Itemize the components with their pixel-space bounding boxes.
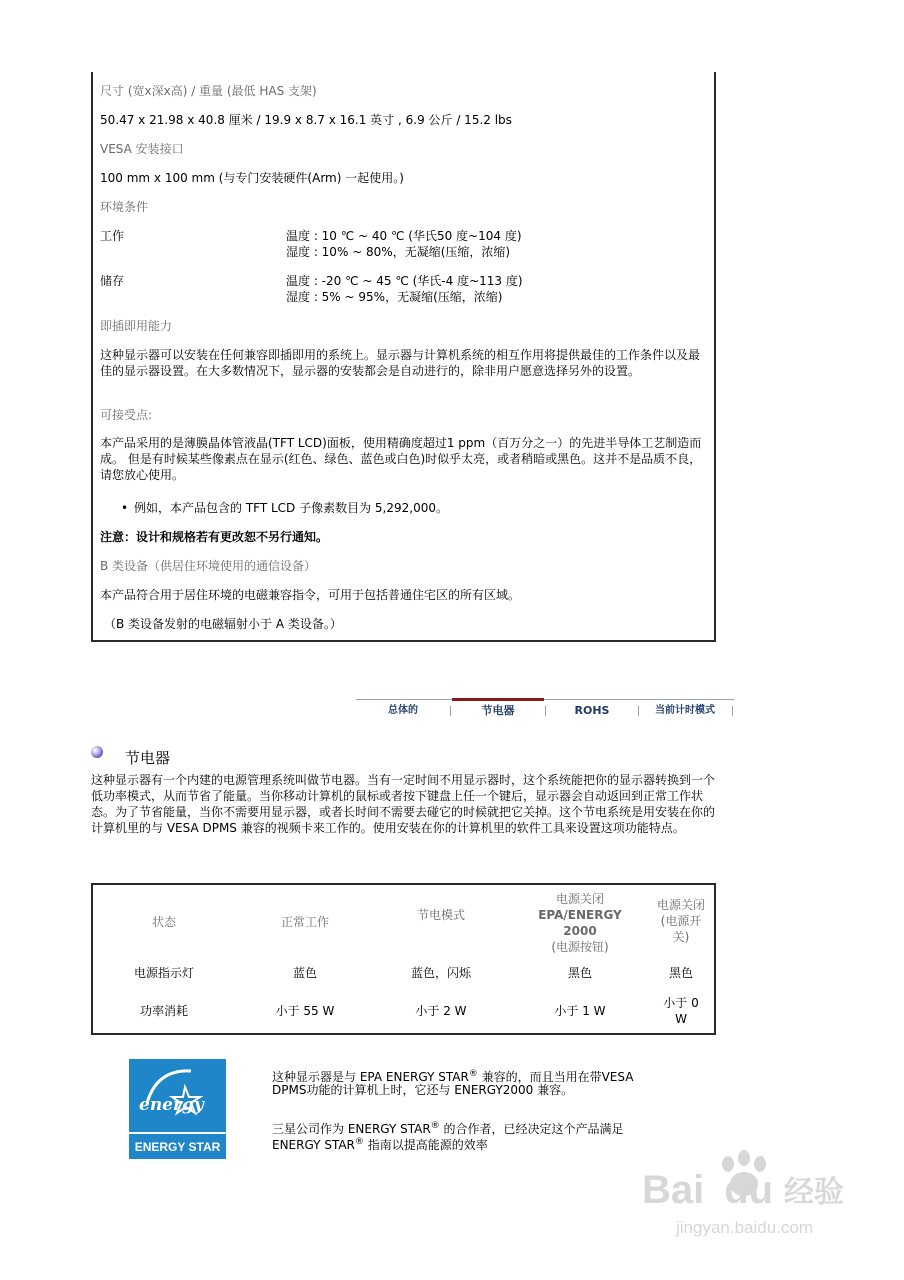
- storage-label: 储存: [100, 274, 125, 288]
- row-power-off-epa: 小于 1 W: [554, 1004, 606, 1018]
- energy-star-text-2a: 三星公司作为 ENERGY STAR: [272, 1122, 431, 1136]
- watermark-url: jingyan.baidu.com: [676, 1218, 814, 1237]
- registered-mark: ®: [430, 1121, 440, 1131]
- header-off-switch-1: 电源关闭: [656, 898, 705, 912]
- watermark-brand-2: du: [724, 1168, 774, 1212]
- header-off-epa-3: 2000: [563, 924, 597, 938]
- header-saving: 节电模式: [416, 908, 465, 922]
- tab-rohs[interactable]: ROHS: [574, 704, 610, 717]
- tab-general[interactable]: 总体的: [388, 705, 418, 716]
- energy-star-text-1-line2: DPMS功能的计算机上时，它还与 ENERGY2000 兼容。: [272, 1083, 574, 1097]
- row-power-saving: 小于 2 W: [415, 1004, 467, 1018]
- row-indicator-saving: 蓝色，闪烁: [410, 966, 471, 980]
- bullet-text: 例如，本产品包含的 TFT LCD 子像素数目为 5,292,000。: [134, 501, 448, 515]
- energy-star-text-2-line2: [272, 1134, 488, 1153]
- notice: 注意：设计和规格若有更改恕不另行通知。: [100, 530, 329, 544]
- registered-mark: ®: [354, 1137, 364, 1147]
- acceptable-text: 本产品采用的是薄膜晶体管液晶(TFT LCD)面板，使用精确度超过1 ppm（百万分之一）的先进半导体工艺制造而成。 但是有时候某些像素点在显示(红色、绿色、蓝色或白色)时似乎太亮，或者稍暗或黑色。这并不是品质不良，请您放心使用。: [100, 436, 702, 482]
- energy-star-caption: ENERGY STAR: [129, 1132, 226, 1159]
- pnp-heading: 即插即用能力: [100, 319, 173, 333]
- header-state: 状态: [151, 915, 176, 929]
- energy-star-logo: [129, 1059, 226, 1159]
- bullet-dot: •: [121, 501, 129, 515]
- tab-timing-modes[interactable]: 当前计时模式: [655, 705, 715, 716]
- env-heading: 环境条件: [100, 200, 149, 214]
- tab-separator: [450, 706, 451, 716]
- header-off-switch-3: 关): [672, 930, 690, 944]
- watermark-brand: [642, 1168, 773, 1212]
- tab-bar: [356, 698, 734, 720]
- class-b-note: （B 类设备发射的电磁辐射小于 A 类设备。）: [104, 617, 342, 631]
- header-off-epa-2: EPA/ENERGY: [538, 908, 622, 922]
- tab-separator: [545, 706, 546, 716]
- tab-power-saver[interactable]: 节电器: [481, 704, 515, 717]
- header-off-switch-2: (电源开: [660, 914, 702, 928]
- storage-humidity: 湿度 : 5% ~ 95%，无凝缩(压缩，浓缩): [286, 290, 503, 304]
- header-normal: 正常工作: [280, 915, 329, 929]
- pnp-text: 这种显示器可以安装在任何兼容即插即用的系统上。显示器与计算机系统的相互作用将提供最佳的工作条件以及最佳的显示器设置。在大多数情况下，显示器的安装都会是自动进行的，除非用户愿意选择另外的设置。: [100, 348, 701, 378]
- class-b-heading: B 类设备（供居住环境使用的通信设备）: [100, 559, 317, 573]
- section-bullet-icon: [91, 746, 103, 758]
- row-indicator-label: 电源指示灯: [133, 966, 194, 980]
- row-power-off-switch-1: 小于 0: [663, 996, 699, 1010]
- header-off-epa-4: (电源按钮): [551, 940, 609, 954]
- power-saver-title: 节电器: [125, 749, 171, 767]
- row-indicator-off-epa: 黑色: [567, 966, 592, 980]
- row-indicator-off-switch: 黑色: [668, 966, 693, 980]
- energy-star-text-1b: 兼容的，而且当用在带VESA: [477, 1070, 634, 1084]
- row-power-off-switch-2: W: [675, 1012, 687, 1026]
- storage-temp: 温度 : -20 ℃ ~ 45 ℃ (华氏-4 度~113 度): [286, 274, 523, 288]
- tab-separator: [638, 706, 639, 716]
- header-off-epa-1: 电源关闭: [555, 892, 604, 906]
- tab-separator: [732, 706, 733, 716]
- energy-star-text-2d: 指南以提高能源的效率: [363, 1138, 488, 1152]
- watermark-cn: 经验: [784, 1176, 844, 1209]
- operating-temp: 温度 : 10 ℃ ~ 40 ℃ (华氏50 度~104 度): [286, 229, 522, 243]
- class-b-text: 本产品符合用于居住环境的电磁兼容指令，可用于包括普通住宅区的所有区域。: [100, 588, 521, 602]
- acceptable-heading: 可接受点:: [100, 408, 153, 422]
- vesa-heading: VESA 安装接口: [100, 142, 184, 156]
- energy-star-script: energy: [139, 1095, 204, 1115]
- watermark-brand-1: Bai: [642, 1168, 705, 1212]
- energy-star-text-1a: 这种显示器是与 EPA ENERGY STAR: [272, 1070, 469, 1084]
- row-indicator-normal: 蓝色: [292, 966, 317, 980]
- dimensions-value: 50.47 x 21.98 x 40.8 厘米 / 19.9 x 8.7 x 16.1 英寸 , 6.9 公斤 / 15.2 lbs: [100, 113, 512, 127]
- energy-star-text-2b: 的合作者，已经决定这个产品满足: [439, 1122, 624, 1136]
- row-power-label: 功率消耗: [139, 1004, 188, 1018]
- power-saver-intro: 这种显示器有一个内建的电源管理系统叫做节电器。当有一定时间不用显示器时，这个系统能把你的显示器转换到一个低功率模式，从而节省了能量。当你移动计算机的鼠标或者按下键盘上任一个键后，显示器会自动返回到正常工作状态。为了节省能量，当你不需要用显示器，或者长时间不需要去碰它的时候就把它关掉。这个节电系统是用安装在你的计算机里的与 VESA DPMS 兼容的视频卡来工作的。使用安装在你的计算机里的软件工具来设置这项功能特点。: [91, 773, 716, 835]
- row-power-normal: 小于 55 W: [275, 1004, 335, 1018]
- operating-label: 工作: [100, 229, 125, 243]
- vesa-value: 100 mm x 100 mm (与专门安装硬件(Arm) 一起使用。): [100, 171, 404, 185]
- operating-humidity: 湿度 : 10% ~ 80%，无凝缩(压缩，浓缩): [286, 245, 511, 259]
- dimensions-heading: 尺寸 (宽x深x高) / 重量 (最低 HAS 支架): [100, 84, 317, 98]
- energy-star-text-2c: ENERGY STAR: [272, 1138, 355, 1152]
- registered-mark: ®: [468, 1069, 478, 1079]
